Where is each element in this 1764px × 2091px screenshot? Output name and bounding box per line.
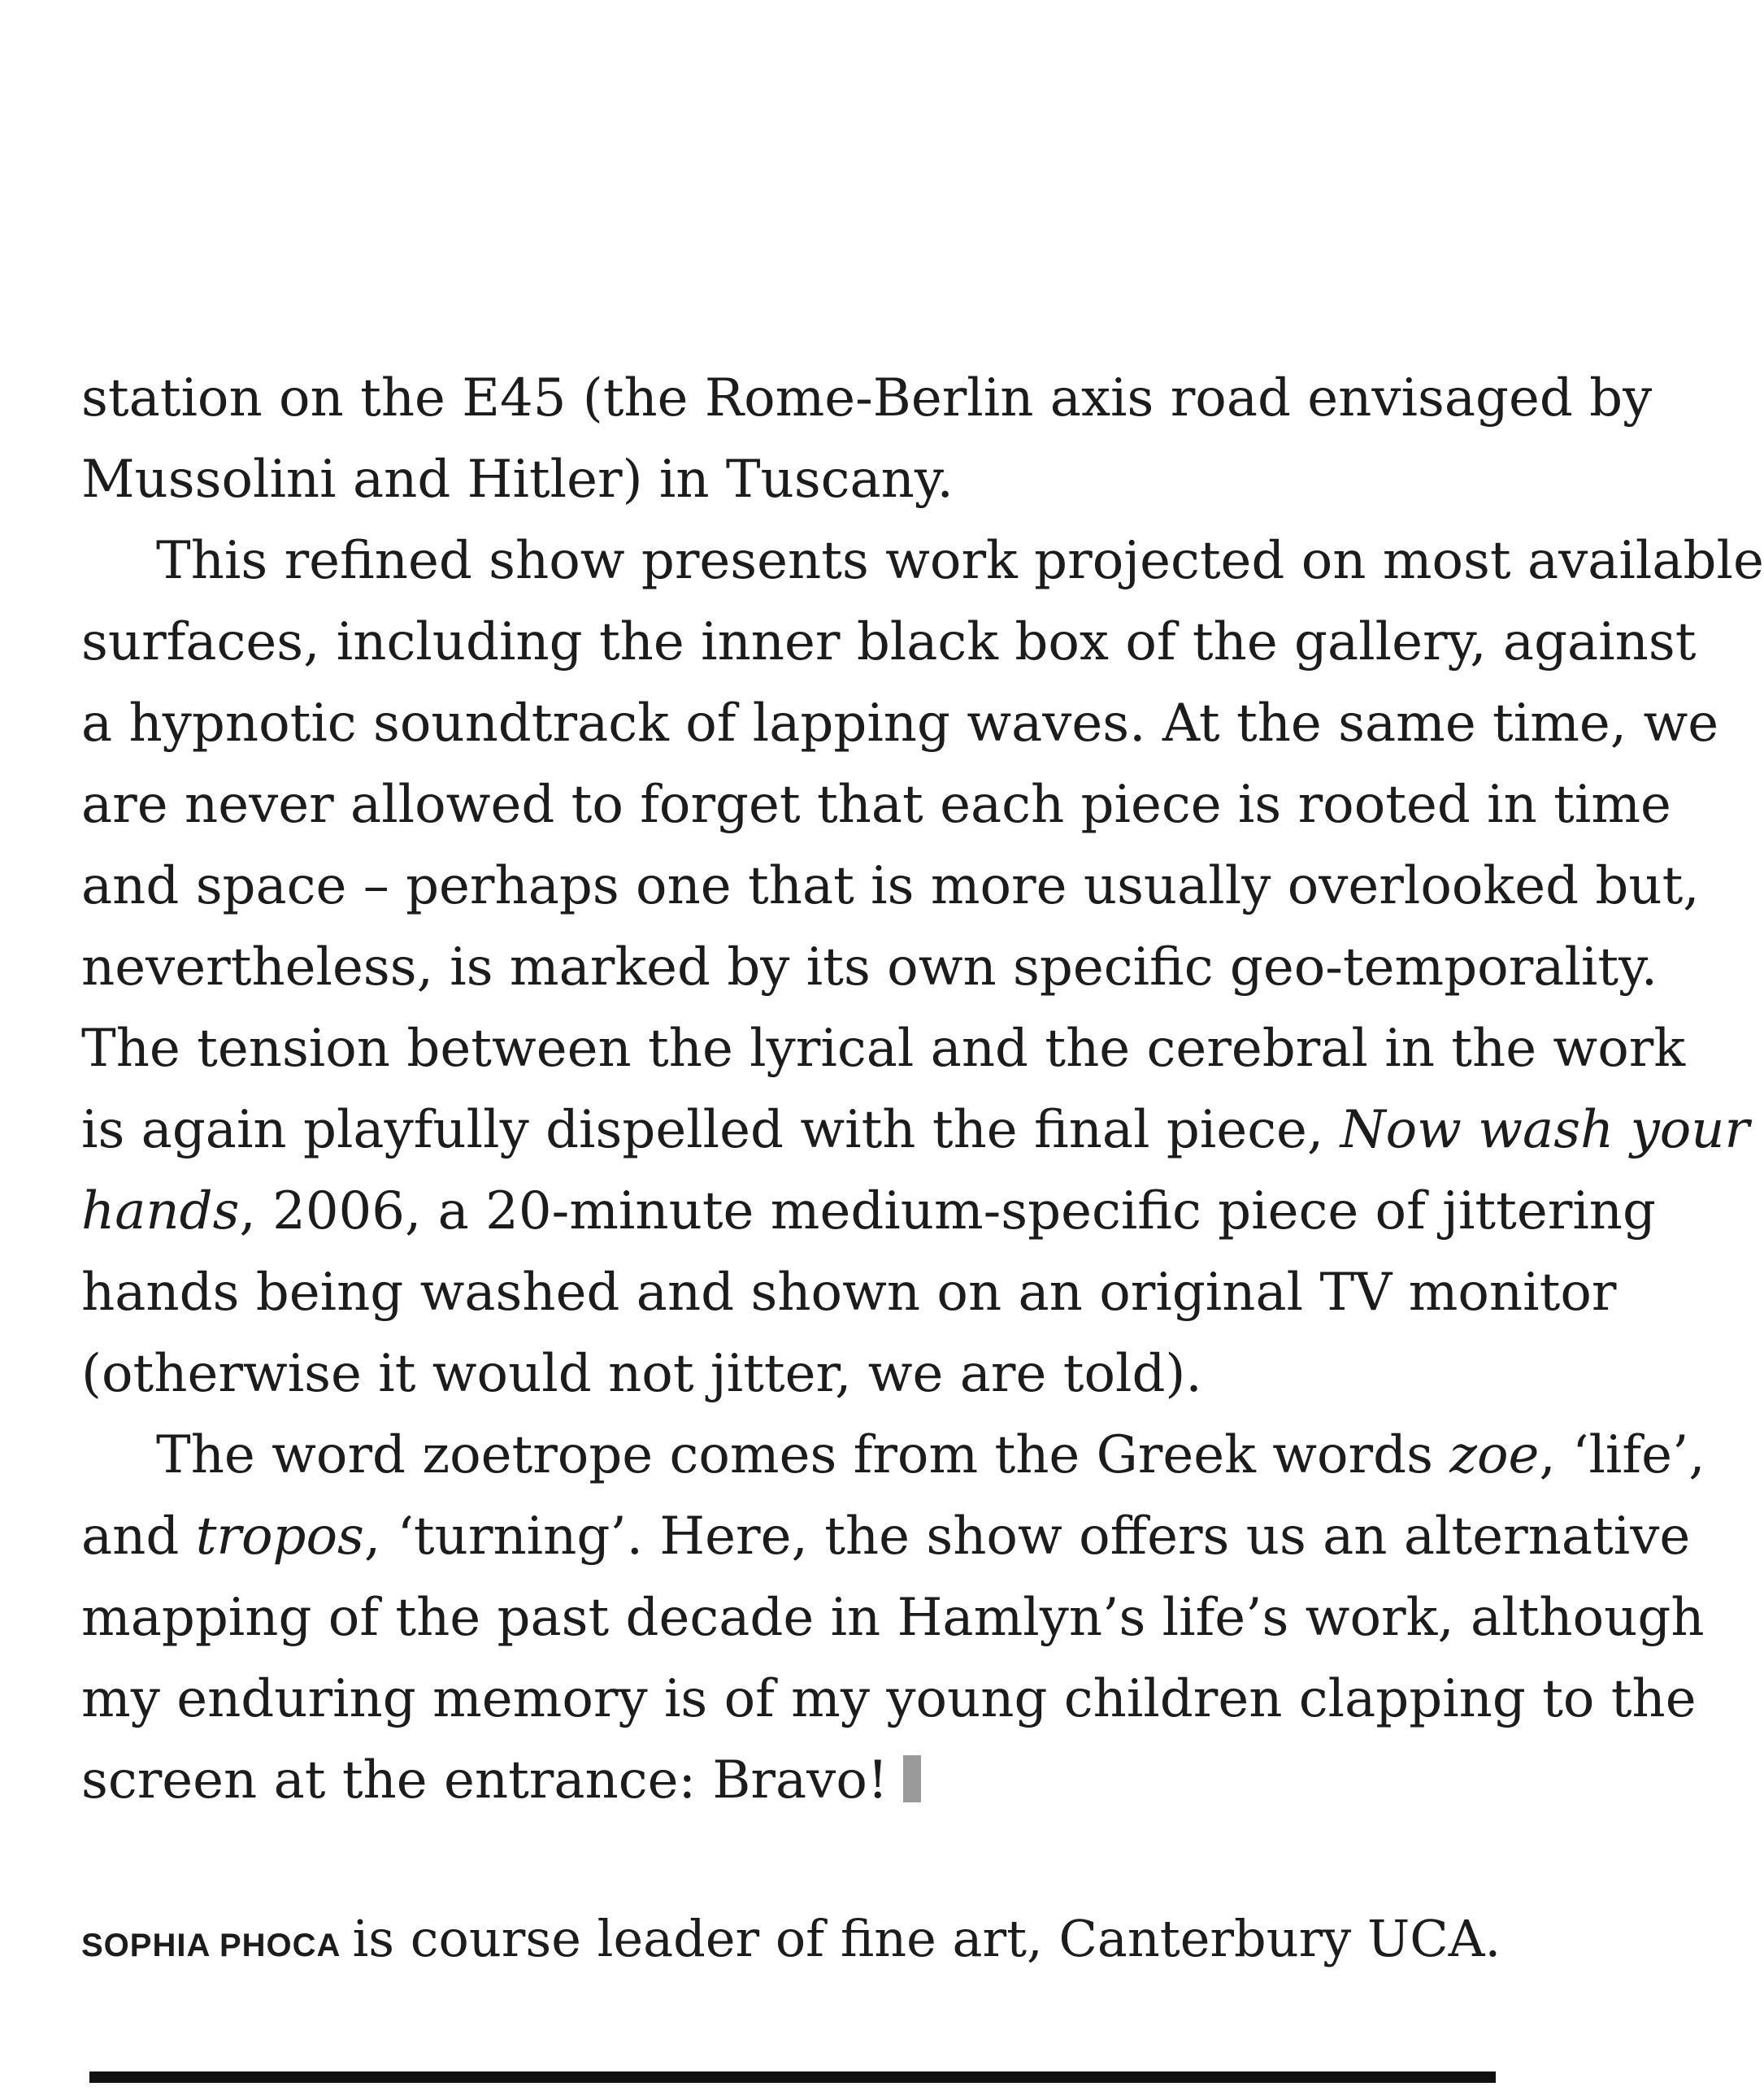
italic-text: Now wash your [1340, 1100, 1750, 1160]
end-of-article-mark [903, 1755, 921, 1802]
text-segment: , 2006, a 20-minute medium-specific piece of jittering [239, 1181, 1656, 1241]
text-line [81, 1008, 1686, 1089]
text-line [81, 602, 1697, 683]
paragraph [81, 520, 1764, 1415]
article-body [81, 358, 1764, 1821]
text-line [81, 1496, 1691, 1577]
text-line [81, 683, 1719, 764]
italic-text: hands [81, 1181, 240, 1241]
paragraph [81, 1415, 1705, 1821]
text-segment: my enduring memory is of my young children clapping to the [81, 1669, 1697, 1729]
paragraph [81, 358, 1653, 520]
author-bio [81, 1898, 1501, 1986]
italic-text: tropos [195, 1506, 364, 1567]
text-line [81, 1577, 1705, 1658]
text-line [81, 1415, 1705, 1496]
text-line [81, 764, 1671, 846]
italic-text: zoe [1449, 1425, 1540, 1485]
text-segment: (otherwise it would not jitter, we are told). [81, 1344, 1202, 1404]
text-segment: mapping of the past decade in Hamlyn’s life’s work, although [81, 1588, 1705, 1648]
text-segment: a hypnotic soundtrack of lapping waves. At the same time, we [81, 693, 1719, 754]
footer-rule [89, 2071, 1496, 2083]
text-segment: This refined show presents work projected on most available [156, 531, 1764, 591]
text-line [81, 1171, 1656, 1252]
text-segment: hands being washed and shown on an original TV monitor [81, 1263, 1617, 1323]
text-line [81, 520, 1764, 602]
text-segment: , ‘life’, [1539, 1425, 1705, 1485]
text-line [81, 439, 1488, 520]
text-line [81, 358, 1653, 439]
text-segment: and [81, 1506, 196, 1567]
text-line [81, 846, 1700, 927]
text-line [81, 1333, 1488, 1415]
text-line [81, 927, 1658, 1008]
text-segment: and space – perhaps one that is more usually overlooked but, [81, 856, 1700, 916]
text-line [81, 1089, 1750, 1171]
text-line [81, 1658, 1697, 1740]
text-segment: surfaces, including the inner black box of the gallery, against [81, 612, 1697, 672]
text-line [81, 1252, 1617, 1333]
text-segment: station on the E45 (the Rome-Berlin axis road envisaged by [81, 368, 1653, 428]
text-segment: are never allowed to forget that each piece is rooted in time [81, 775, 1671, 835]
author-name: SOPHIA PHOCA [81, 1928, 341, 1963]
text-segment: is again playfully dispelled with the final piece, [81, 1100, 1340, 1160]
text-segment: The word zoetrope comes from the Greek words [156, 1425, 1450, 1485]
text-line [81, 1740, 1488, 1821]
text-segment: Mussolini and Hitler) in Tuscany. [81, 450, 954, 510]
text-segment: , ‘turning’. Here, the show offers us an alternative [363, 1506, 1691, 1567]
author-bio-text: is course leader of fine art, Canterbury UCA. [352, 1909, 1501, 1968]
text-segment: nevertheless, is marked by its own specific geo-temporality. [81, 937, 1658, 998]
text-segment: The tension between the lyrical and the cerebral in the work [81, 1019, 1686, 1079]
text-segment: screen at the entrance: Bravo! [81, 1750, 889, 1811]
